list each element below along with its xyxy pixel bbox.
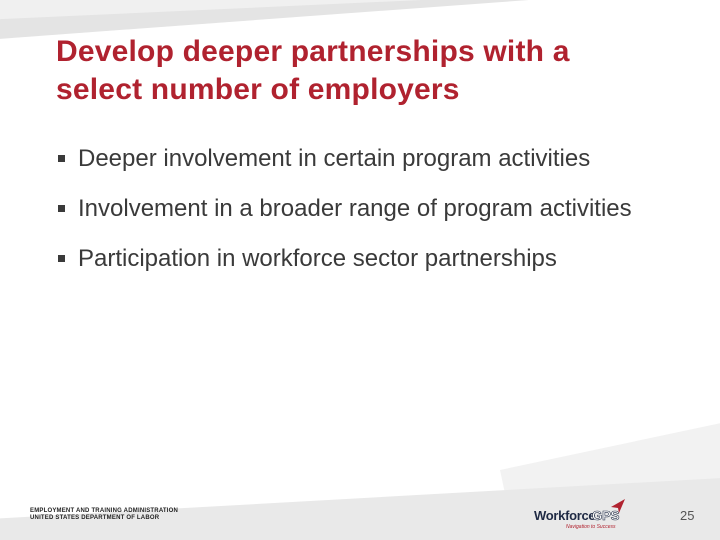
square-bullet-icon (58, 255, 65, 262)
eta-dol-logo (30, 508, 178, 522)
bullet-text: Deeper involvement in certain program activities (78, 145, 591, 172)
slide-title-line-2: select number of employers (56, 73, 460, 106)
slide-title-line-1: Develop deeper partnerships with a (56, 35, 570, 68)
bullet-text: Participation in workforce sector partnerships (78, 245, 557, 272)
square-bullet-icon (58, 205, 65, 212)
logo-tagline: Navigation to Success (566, 524, 616, 530)
bullet-text: Involvement in a broader range of program activities (78, 195, 632, 222)
bullet-list (58, 144, 678, 294)
bullet-item (58, 244, 678, 274)
bullet-item (58, 144, 678, 174)
workforcegps-logo (534, 498, 634, 532)
bullet-item (58, 194, 678, 224)
square-bullet-icon (58, 155, 65, 162)
department-name: UNITED STATES DEPARTMENT OF LABOR (30, 515, 160, 521)
logo-word: Workforce (534, 508, 596, 523)
page-number: 25 (680, 508, 695, 523)
agency-name: EMPLOYMENT AND TRAINING ADMINISTRATION (30, 508, 179, 514)
slide-title (56, 33, 676, 109)
navigation-arrow-icon (610, 498, 626, 514)
logo-suffix: GPS (592, 508, 620, 523)
